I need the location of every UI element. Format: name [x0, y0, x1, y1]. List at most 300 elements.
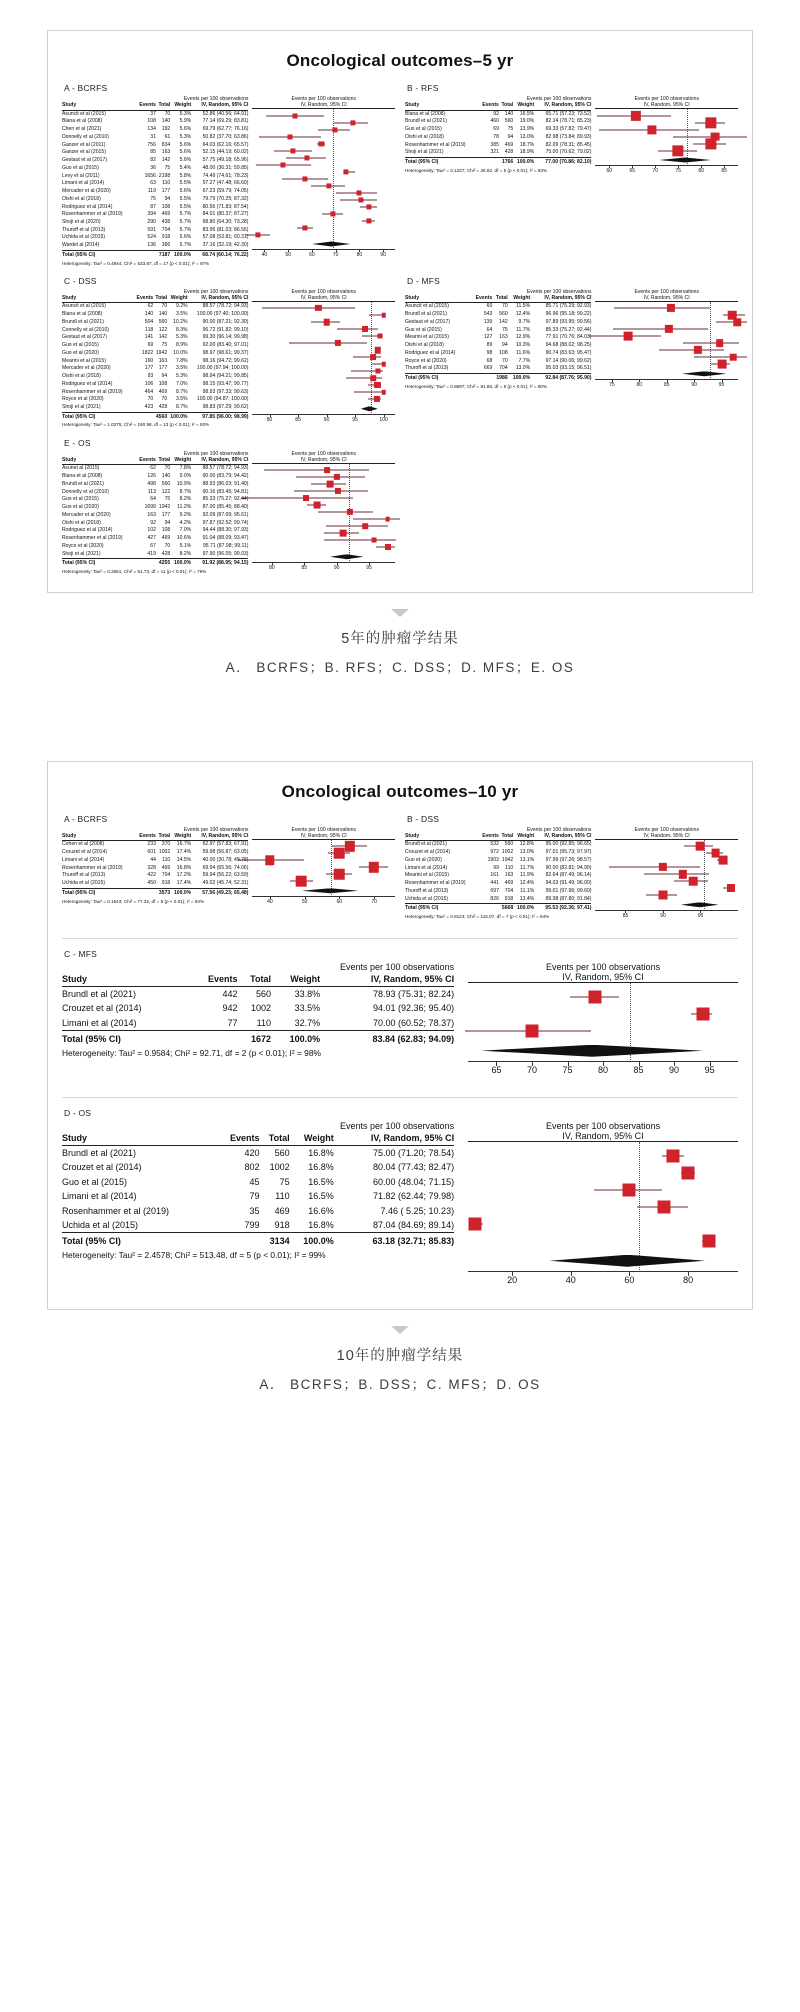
- cell-weight: 7.0%: [175, 380, 188, 387]
- table-row: [405, 142, 591, 150]
- table-row: [62, 520, 248, 528]
- cell-total: 704: [499, 365, 508, 372]
- table-row: [62, 527, 248, 535]
- effect-marker: [344, 169, 349, 174]
- cell-total: 918: [161, 234, 171, 241]
- confidence-interval-line: [683, 343, 739, 344]
- total-cell-label: Total (95% CI): [62, 559, 136, 568]
- cell-study: Guo et al (2015): [405, 326, 442, 333]
- cell-total: 75: [164, 496, 171, 503]
- effect-marker: [694, 346, 702, 354]
- cell-events: 141: [144, 334, 154, 341]
- cell-events: 942: [222, 1003, 238, 1014]
- cell-weight: 8.9%: [175, 342, 188, 349]
- total-row: [405, 158, 591, 167]
- pooled-effect-diamond: [481, 1045, 703, 1057]
- cell-ci: 97.87 (92.52; 99.74): [202, 519, 249, 526]
- x-axis: [252, 896, 395, 910]
- table-row: [62, 373, 248, 381]
- cell-events: 89: [486, 342, 493, 349]
- effect-marker: [288, 134, 293, 139]
- panel-c-mfs-10yr: [62, 938, 738, 1083]
- total-row: [62, 1031, 454, 1047]
- axis-tick-label: 90: [669, 1064, 680, 1075]
- cell-weight: 11.7%: [516, 326, 531, 333]
- axis-tick-label: 60: [309, 252, 315, 258]
- cell-study: Thuroff et al (2013): [62, 872, 106, 879]
- plot-canvas: [252, 109, 395, 248]
- table-row: [62, 196, 248, 204]
- cell-events: 98: [486, 349, 493, 356]
- cell-events: 1699: [144, 504, 156, 511]
- cell-weight: 18.9%: [519, 149, 535, 156]
- column-header: Study: [62, 457, 136, 465]
- column-header: Events: [479, 102, 499, 110]
- column-header: Total: [153, 295, 167, 303]
- table-row: [62, 118, 248, 126]
- total-cell-total: 1672: [237, 1031, 271, 1047]
- table-row: [405, 880, 591, 888]
- effect-marker: [333, 127, 338, 132]
- cell-study: Blana et al (2008): [62, 118, 103, 125]
- pooled-effect-diamond: [302, 888, 358, 893]
- column-header: Weight: [167, 295, 187, 303]
- cell-weight: 9.2%: [175, 303, 188, 310]
- cell-total: 428: [504, 149, 514, 156]
- cell-study: Asuncit et al (2015): [405, 303, 449, 310]
- panel-d-os-10yr: [62, 1097, 738, 1293]
- cell-study: Thuroff et al (2013): [405, 887, 449, 894]
- effect-marker: [334, 474, 340, 480]
- effect-marker: [385, 544, 391, 550]
- axis-tick-label: 90: [380, 252, 386, 258]
- cell-events: 134: [147, 126, 156, 133]
- cell-weight: 10.9%: [176, 480, 192, 487]
- cell-events: 420: [244, 1148, 260, 1159]
- cell-ci: 90.00 (82.81; 94.90): [545, 864, 592, 871]
- cell-weight: 5.3%: [179, 110, 192, 117]
- confidence-interval-line: [609, 867, 700, 868]
- cell-total: 75: [164, 164, 171, 171]
- column-header: Weight: [513, 833, 534, 841]
- cell-ci: 88.57 (78.72; 94.93): [202, 465, 249, 472]
- pooled-effect-diamond: [330, 554, 364, 559]
- cell-total: 75: [279, 1176, 290, 1187]
- confidence-interval-line: [264, 470, 369, 471]
- cell-study: Shoji et al (2021): [62, 550, 101, 557]
- effect-marker: [526, 1025, 539, 1038]
- heterogeneity-text: Heterogeneity: Tau² = 2.4578; Chi² = 513.48, df = 5 (p < 0.01); I² = 99%: [62, 1249, 326, 1260]
- cell-ci: 82.09 (78.31; 85.45): [545, 141, 592, 148]
- total-cell-total: 5668: [499, 904, 513, 913]
- cell-ci: 57.27 (47.48; 66.60): [202, 180, 249, 187]
- cell-events: 78: [493, 133, 499, 140]
- effect-marker: [377, 334, 382, 339]
- plot-header-right: Events per 100 observations: [634, 96, 700, 102]
- effect-marker: [296, 876, 307, 887]
- cell-events: 60: [486, 303, 493, 310]
- cell-events: 44: [150, 856, 156, 863]
- cell-study: Royce et al (2020): [62, 396, 104, 403]
- cell-events: 161: [490, 872, 499, 879]
- cell-weight: 17.4%: [176, 880, 192, 887]
- axis-tick-label: 60: [336, 898, 343, 905]
- cell-total: 177: [161, 511, 171, 518]
- effect-marker: [689, 877, 698, 886]
- plot-area: [252, 96, 395, 263]
- table-row: [405, 149, 591, 157]
- table-row: [62, 1016, 454, 1031]
- cell-total: 704: [504, 887, 514, 894]
- cell-total: 108: [499, 349, 508, 356]
- cell-weight: 32.7%: [294, 1017, 321, 1028]
- figure-2-block: [0, 761, 800, 1404]
- table-row: [62, 535, 248, 543]
- total-row: [62, 250, 248, 259]
- column-header: Events: [136, 833, 156, 841]
- table-row: [62, 880, 248, 888]
- cell-ci: 85.71 (75.29; 92.93): [545, 303, 592, 310]
- confidence-interval-line: [337, 329, 379, 330]
- effect-marker: [371, 538, 376, 543]
- confidence-interval-line: [644, 874, 709, 875]
- heterogeneity-text: Heterogeneity: Tau² = 0.9584; Chi² = 92.71, df = 2 (p < 0.01); I² = 98%: [62, 1047, 321, 1058]
- effect-marker: [734, 318, 741, 325]
- cell-events: 1903: [487, 856, 499, 863]
- effect-marker: [667, 1150, 680, 1163]
- table-row: [405, 303, 591, 311]
- table-row: [62, 342, 248, 350]
- cell-total: 428: [161, 550, 171, 557]
- panel-label: C - MFS: [64, 948, 98, 959]
- figure1-row-3: [62, 436, 738, 576]
- cell-weight: 4.2%: [179, 519, 192, 526]
- cell-events: 591: [147, 226, 156, 233]
- confidence-interval-line: [241, 498, 352, 499]
- table-row: [62, 481, 248, 489]
- axis-tick-label: 85: [633, 1064, 644, 1075]
- cell-study: Oishi et al (2018): [405, 342, 444, 349]
- figure-2-caption: [0, 1342, 800, 1404]
- table-row: [405, 872, 591, 880]
- cell-weight: 5.6%: [179, 157, 192, 164]
- total-cell-events: [217, 1233, 260, 1249]
- total-cell-label: Total (95% CI): [405, 158, 479, 167]
- total-cell-label: Total (95% CI): [62, 250, 136, 259]
- plot-header-right: Events per 100 observations: [634, 288, 700, 295]
- effect-marker: [589, 991, 602, 1004]
- panel-b-rfs: [405, 81, 738, 266]
- cell-ci: 85.33 (75.27; 92.44): [545, 326, 592, 333]
- total-cell-total: 4560: [153, 412, 167, 421]
- table-row: [405, 327, 591, 335]
- caption-arrow-2: [391, 1326, 409, 1334]
- cell-study: Uchida et al (2015): [405, 895, 449, 902]
- effect-marker: [667, 304, 675, 312]
- table-row: [62, 350, 248, 358]
- column-header: IV, Random, 95% CI: [320, 972, 454, 987]
- cell-weight: 10.2%: [173, 318, 188, 325]
- effect-marker: [727, 884, 735, 892]
- cell-total: 560: [161, 480, 171, 487]
- column-header: Total: [492, 295, 507, 303]
- column-header: Study: [405, 295, 471, 303]
- cell-ci: 57.08 (53.81; 60.31): [202, 234, 249, 241]
- cell-total: 560: [499, 311, 508, 318]
- cell-total: 142: [499, 318, 508, 325]
- axis-tick-label: 40: [261, 252, 268, 258]
- effect-marker: [718, 856, 727, 865]
- effect-marker: [370, 354, 376, 360]
- plot-area: [252, 451, 395, 576]
- cell-events: 102: [147, 527, 156, 534]
- cell-total: 140: [161, 118, 171, 125]
- plot-subheader: IV, Random, 95% CI: [595, 295, 738, 302]
- plot-header-left: Events per 100 observations: [183, 826, 249, 833]
- cell-study: Limani et al (2014): [405, 864, 448, 871]
- figure-1-block: [0, 30, 800, 687]
- effect-marker: [705, 117, 716, 128]
- table-row: [62, 173, 248, 181]
- heterogeneity-text: Heterogeneity: Tau² = 1.0275; Chi² = 190.98, df = 13 (p < 0.01); I² = 93%: [62, 422, 210, 428]
- panel-label: A - BCRFS: [64, 813, 108, 824]
- table-row: [405, 311, 591, 319]
- cell-weight: 33.5%: [294, 1003, 321, 1014]
- axis-tick-label: 90: [660, 912, 666, 919]
- cell-events: 113: [147, 488, 156, 495]
- effect-marker: [356, 190, 361, 195]
- plot-header-right: Events per 100 observations: [291, 826, 357, 833]
- cell-ci: 78.93 (75.31; 82.24): [373, 989, 455, 1000]
- cell-ci: 77.91 (70.76; 84.03): [545, 334, 592, 341]
- cell-total: 94: [161, 373, 168, 380]
- plot-subheader: IV, Random, 95% CI: [468, 972, 738, 983]
- plot-canvas: [468, 1142, 738, 1270]
- axis-tick-label: 80: [266, 416, 273, 423]
- axis-tick-label: 85: [295, 416, 301, 423]
- study-table: [62, 451, 248, 574]
- pooled-effect-diamond: [681, 902, 719, 907]
- effect-marker: [717, 360, 726, 369]
- cell-study: Brundl et al (2021): [62, 989, 137, 1000]
- table-row: [62, 1160, 454, 1174]
- total-cell-label: Total (95% CI): [405, 374, 471, 383]
- cell-total: 177: [161, 188, 171, 195]
- cell-study: Rosenhammer et al (2019): [62, 1205, 170, 1216]
- axis-tick-label: 85: [301, 564, 308, 571]
- cell-study: Donnelly et al (2010): [62, 133, 110, 140]
- plot-area: [595, 96, 738, 179]
- cell-events: 136: [147, 242, 156, 249]
- cell-events: 108: [147, 118, 156, 125]
- cell-weight: 7.7%: [518, 357, 531, 364]
- effect-marker: [664, 325, 672, 333]
- cell-weight: 5.3%: [179, 133, 192, 140]
- cell-ci: 62.97 (57.83; 67.91): [202, 841, 249, 848]
- cell-events: 177: [144, 365, 154, 372]
- cell-weight: 13.1%: [519, 856, 535, 863]
- table-row: [62, 1146, 454, 1161]
- cell-study: Brundl et al (2021): [405, 118, 447, 125]
- confidence-interval-line: [659, 350, 724, 351]
- cell-study: Donnelly et al (2010): [62, 488, 110, 495]
- total-row: [62, 1233, 454, 1249]
- cell-study: Ganzer et al (2015): [62, 149, 106, 156]
- axis-line: [252, 414, 395, 415]
- cell-total: 163: [158, 357, 168, 364]
- x-axis: [595, 910, 738, 924]
- table-row: [62, 849, 248, 857]
- figure-2-title: Oncological outcomes–10 yr: [281, 781, 519, 801]
- effect-marker: [319, 141, 324, 146]
- effect-marker: [682, 1167, 695, 1180]
- cell-weight: 19.0%: [519, 118, 535, 125]
- cell-weight: 5.5%: [179, 195, 192, 202]
- figure-1-card: [47, 30, 753, 593]
- confidence-interval-line: [613, 329, 707, 330]
- plot-header-left: Events per 100 observations: [526, 96, 592, 102]
- effect-marker: [323, 319, 330, 326]
- cell-study: Rodriguez et al (2014): [62, 527, 113, 534]
- effect-marker: [347, 509, 353, 515]
- x-axis: [595, 165, 738, 179]
- cell-events: 62: [150, 465, 156, 472]
- cell-events: 70: [147, 396, 154, 403]
- effect-marker: [366, 204, 371, 209]
- axis-tick-label: 95: [366, 564, 372, 571]
- cell-ci: 100.00 (97.94; 100.00): [196, 365, 249, 372]
- cell-ci: 75.00 (70.62; 79.02): [545, 149, 592, 156]
- cell-ci: 94.44 (88.30; 97.93): [202, 527, 249, 534]
- effect-marker: [314, 502, 321, 509]
- cell-events: 972: [490, 849, 499, 856]
- plot-header-left: Events per 100 observations: [183, 96, 249, 102]
- effect-marker: [385, 517, 390, 522]
- table-row: [405, 110, 591, 118]
- cell-total: 70: [161, 396, 168, 403]
- cell-study: Shoji et al (2021): [405, 149, 444, 156]
- total-cell-ci: 92.84 (87.76; 95.90): [530, 374, 591, 383]
- heterogeneity-text: Heterogeneity: Tau² = 0.4944; Chi² = 633.87, df = 17 (p < 0.01); I² = 97%: [62, 260, 210, 266]
- cell-total: 70: [502, 357, 508, 364]
- effect-marker: [326, 183, 331, 188]
- forest-plot: [62, 949, 738, 1083]
- table-row: [62, 319, 248, 327]
- plot-canvas: [252, 840, 395, 895]
- table-row: [62, 188, 248, 196]
- cell-events: 67: [150, 542, 156, 549]
- cell-weight: 16.5%: [308, 1176, 334, 1187]
- table-row: [62, 396, 248, 404]
- cell-total: 469: [274, 1205, 290, 1216]
- panel-label: C - DSS: [64, 275, 97, 286]
- table-row: [62, 242, 248, 250]
- table-row: [405, 334, 591, 342]
- cell-events: 1822: [141, 349, 154, 356]
- cell-study: Oishi et al (2018): [62, 519, 101, 526]
- cell-ci: 97.90 (96.05; 99.03): [202, 550, 249, 557]
- total-cell-ci: 63.18 (32.71; 85.83): [334, 1233, 454, 1249]
- total-cell-label: Total (95% CI): [62, 888, 136, 897]
- cell-events: 99: [493, 864, 499, 871]
- table-row: [62, 303, 248, 311]
- cell-study: Rosenhammer et al (2019): [62, 864, 123, 871]
- cell-ci: 92.09 (87.09; 95.61): [202, 511, 249, 518]
- cell-events: 118: [145, 326, 154, 333]
- cell-total: 110: [275, 1191, 290, 1202]
- table-row: [62, 311, 248, 319]
- x-axis: [595, 379, 738, 393]
- effect-marker: [673, 145, 684, 156]
- cell-study: Crouzet et al (2014): [405, 849, 451, 856]
- study-table: [62, 1121, 454, 1260]
- cell-weight: 5.9%: [179, 118, 192, 125]
- cell-events: 127: [483, 334, 493, 341]
- cell-events: 1656: [144, 172, 156, 179]
- effect-marker: [303, 176, 308, 181]
- table-row: [62, 865, 248, 873]
- cell-ci: 59.98 (56.87; 63.05): [202, 849, 249, 856]
- table-row: [405, 888, 591, 896]
- cell-total: 192: [161, 126, 171, 133]
- cell-total: 75: [502, 326, 508, 333]
- effect-marker: [381, 362, 385, 366]
- axis-tick-label: 60: [606, 168, 613, 174]
- total-cell-ci: 91.92 (88.95; 94.15): [191, 559, 248, 568]
- cell-study: Ganzer et al (2011): [62, 141, 106, 148]
- cell-study: Thuroff et al (2013): [62, 226, 106, 233]
- plot-area: [252, 289, 395, 428]
- cell-total: 70: [502, 303, 508, 310]
- table-row: [62, 551, 248, 559]
- confidence-interval-line: [296, 477, 365, 478]
- cell-total: 469: [158, 388, 168, 395]
- cell-ci: 68.80 (64.30; 73.28): [202, 219, 249, 226]
- confidence-interval-line: [354, 392, 383, 393]
- cell-total: 140: [504, 110, 514, 117]
- cell-ci: 77.14 (69.29; 83.81): [202, 118, 249, 125]
- table-row: [405, 342, 591, 350]
- axis-tick-label: 90: [333, 564, 340, 571]
- effect-marker: [358, 197, 363, 202]
- effect-marker: [716, 339, 724, 347]
- table-row: [62, 134, 248, 142]
- column-header: IV, Random, 95% CI: [191, 833, 248, 841]
- plot-subheader: IV, Random, 95% CI: [595, 102, 738, 109]
- axis-line: [595, 165, 738, 166]
- cell-events: 85: [150, 149, 156, 156]
- panel-a-bcrfs-10yr: [62, 812, 395, 924]
- axis-tick-label: 100: [379, 416, 388, 423]
- cell-weight: 13.9%: [519, 126, 535, 133]
- effect-marker: [255, 232, 260, 237]
- cell-events: 504: [144, 318, 154, 325]
- section-gap: [0, 687, 800, 731]
- column-header: Study: [62, 972, 190, 987]
- cell-total: 834: [161, 141, 171, 148]
- cell-weight: 11.9%: [520, 872, 535, 879]
- cell-total: 704: [161, 872, 171, 879]
- table-row: [62, 489, 248, 497]
- cell-events: 126: [147, 473, 156, 480]
- cell-study: Uchida et al (2015): [62, 234, 106, 241]
- effect-marker: [304, 155, 309, 160]
- cell-events: 423: [144, 403, 154, 410]
- cell-events: 290: [147, 219, 156, 226]
- cell-total: 94: [164, 195, 171, 202]
- panel-b-dss-10yr: [405, 812, 738, 924]
- cell-ci: 98.16 (94.72; 99.62): [202, 357, 249, 364]
